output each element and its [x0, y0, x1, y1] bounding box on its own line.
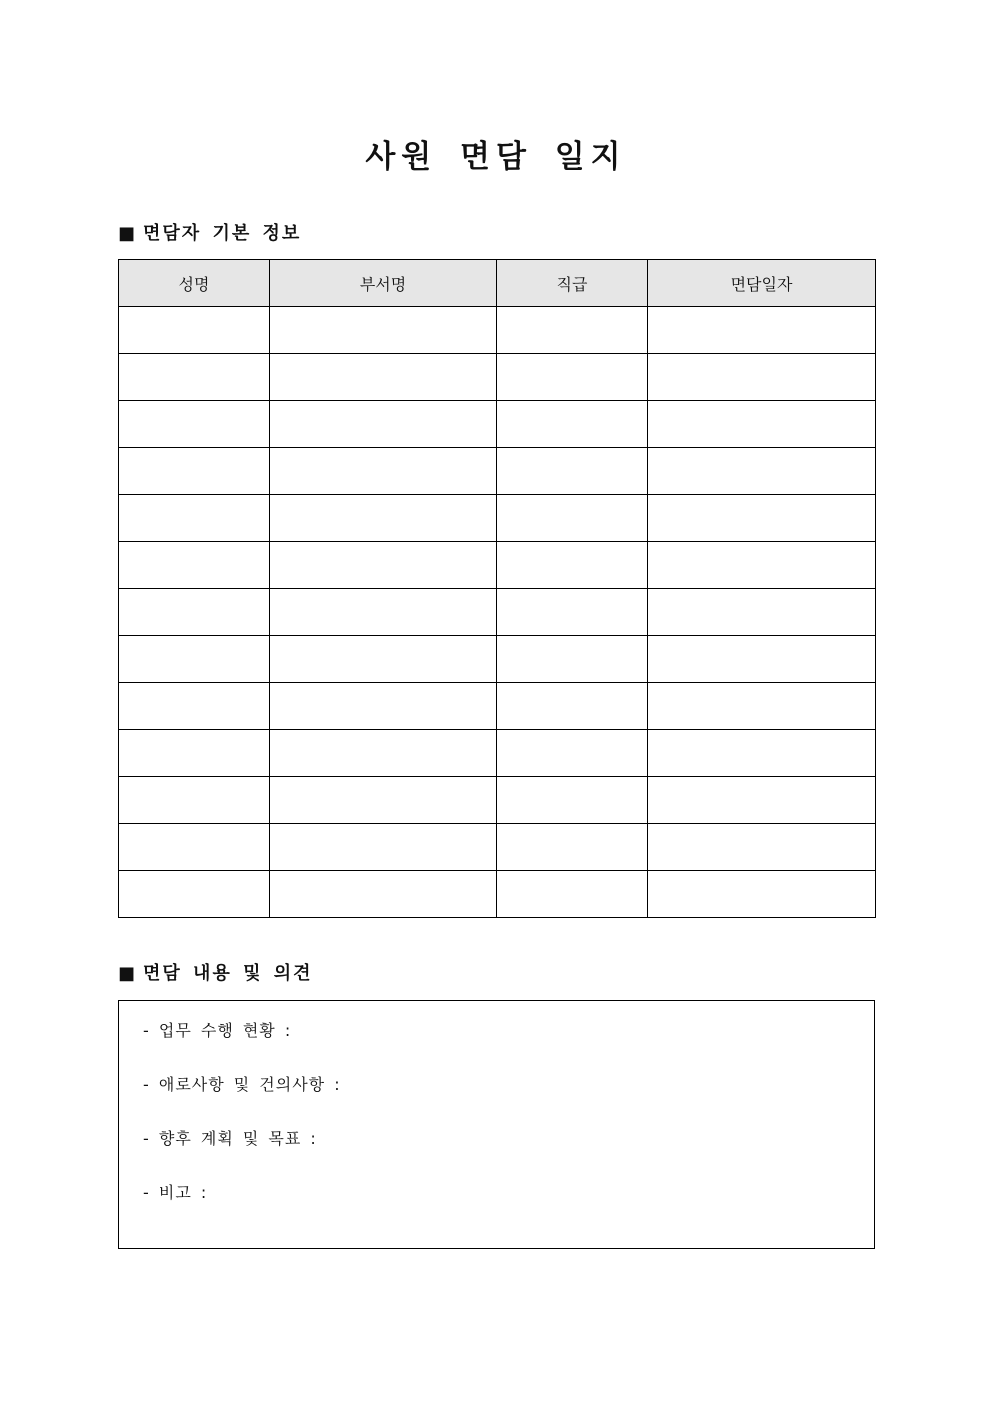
- table-cell-position[interactable]: [497, 824, 648, 871]
- table-cell-name[interactable]: [119, 448, 270, 495]
- table-cell-department[interactable]: [270, 495, 497, 542]
- table-cell-interview-date[interactable]: [648, 589, 876, 636]
- table-cell-name[interactable]: [119, 824, 270, 871]
- table-cell-name[interactable]: [119, 542, 270, 589]
- table-row: [119, 448, 876, 495]
- square-bullet-icon: ■: [118, 223, 138, 244]
- section-heading-interview-content: [118, 962, 313, 986]
- content-item-work-status: - 업무 수행 현황 :: [143, 1021, 292, 1040]
- table-body: [119, 307, 876, 918]
- basic-info-table: [118, 259, 876, 918]
- table-cell-interview-date[interactable]: [648, 495, 876, 542]
- table-cell-position[interactable]: [497, 307, 648, 354]
- table-cell-department[interactable]: [270, 871, 497, 918]
- column-header-department: 부서명: [270, 260, 497, 307]
- table-cell-interview-date[interactable]: [648, 307, 876, 354]
- table-cell-department[interactable]: [270, 307, 497, 354]
- table-cell-department[interactable]: [270, 401, 497, 448]
- table-cell-name[interactable]: [119, 354, 270, 401]
- table-row: [119, 307, 876, 354]
- table-cell-name[interactable]: [119, 589, 270, 636]
- table-cell-interview-date[interactable]: [648, 871, 876, 918]
- table-cell-position[interactable]: [497, 401, 648, 448]
- table-cell-position[interactable]: [497, 871, 648, 918]
- table-cell-name[interactable]: [119, 871, 270, 918]
- page-title: 사원 면담 일지: [365, 139, 627, 175]
- table-cell-department[interactable]: [270, 824, 497, 871]
- column-header-interview-date: 면담일자: [648, 260, 876, 307]
- content-item-remarks: - 비고 :: [143, 1183, 208, 1202]
- table-cell-department[interactable]: [270, 448, 497, 495]
- table-cell-department[interactable]: [270, 777, 497, 824]
- interview-content-box: [118, 1000, 875, 1249]
- table-cell-interview-date[interactable]: [648, 354, 876, 401]
- section-heading-basic-info: [118, 222, 301, 246]
- table-header-row: [119, 260, 876, 307]
- table-cell-name[interactable]: [119, 636, 270, 683]
- table-cell-department[interactable]: [270, 542, 497, 589]
- table-row: [119, 777, 876, 824]
- table-cell-name[interactable]: [119, 495, 270, 542]
- table-cell-interview-date[interactable]: [648, 636, 876, 683]
- table-cell-position[interactable]: [497, 495, 648, 542]
- table-row: [119, 354, 876, 401]
- table-cell-department[interactable]: [270, 730, 497, 777]
- table-cell-name[interactable]: [119, 777, 270, 824]
- table-row: [119, 542, 876, 589]
- table-row: [119, 871, 876, 918]
- table-cell-position[interactable]: [497, 589, 648, 636]
- table-cell-position[interactable]: [497, 683, 648, 730]
- table-row: [119, 636, 876, 683]
- section-heading-label: 면담 내용 및 의견: [143, 963, 313, 984]
- section-heading-label: 면담자 기본 정보: [143, 223, 302, 244]
- table-cell-position[interactable]: [497, 777, 648, 824]
- table-row: [119, 495, 876, 542]
- table-cell-interview-date[interactable]: [648, 683, 876, 730]
- table-cell-department[interactable]: [270, 354, 497, 401]
- table-cell-interview-date[interactable]: [648, 730, 876, 777]
- table-cell-name[interactable]: [119, 401, 270, 448]
- table-row: [119, 401, 876, 448]
- table-cell-department[interactable]: [270, 636, 497, 683]
- table-cell-name[interactable]: [119, 683, 270, 730]
- column-header-position: 직급: [497, 260, 648, 307]
- table-row: [119, 589, 876, 636]
- table-cell-position[interactable]: [497, 448, 648, 495]
- table-cell-interview-date[interactable]: [648, 777, 876, 824]
- table-cell-department[interactable]: [270, 683, 497, 730]
- table-cell-interview-date[interactable]: [648, 448, 876, 495]
- table-cell-interview-date[interactable]: [648, 824, 876, 871]
- table-cell-name[interactable]: [119, 730, 270, 777]
- table-row: [119, 824, 876, 871]
- table-cell-department[interactable]: [270, 589, 497, 636]
- table-cell-position[interactable]: [497, 354, 648, 401]
- table-cell-position[interactable]: [497, 730, 648, 777]
- table-cell-interview-date[interactable]: [648, 542, 876, 589]
- content-item-future-plans: - 향후 계획 및 목표 :: [143, 1129, 317, 1148]
- table-cell-interview-date[interactable]: [648, 401, 876, 448]
- table-row: [119, 683, 876, 730]
- column-header-name: 성명: [119, 260, 270, 307]
- content-item-difficulties: - 애로사항 및 건의사항 :: [143, 1075, 341, 1094]
- table-cell-name[interactable]: [119, 307, 270, 354]
- table-cell-position[interactable]: [497, 636, 648, 683]
- square-bullet-icon: ■: [118, 963, 138, 984]
- table-cell-position[interactable]: [497, 542, 648, 589]
- table-row: [119, 730, 876, 777]
